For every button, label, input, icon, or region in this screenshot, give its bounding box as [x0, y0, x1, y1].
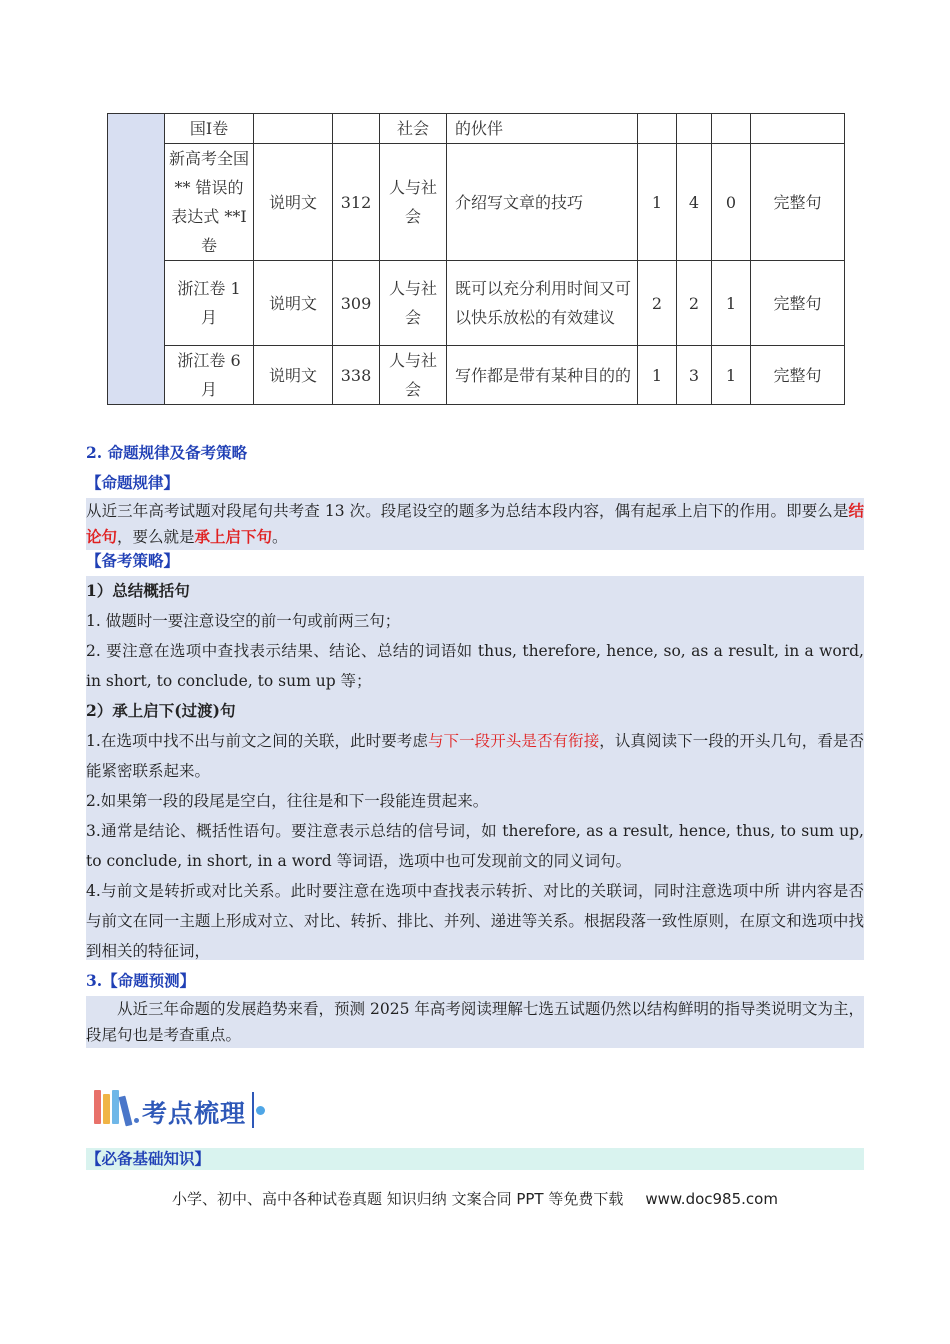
count-cell	[638, 114, 677, 144]
word-count-cell: 338	[333, 346, 380, 405]
section-heading-rules: 2. 命题规律及备考策略	[86, 443, 248, 462]
strategy-item: 2.如果第一段的段尾是空白，往往是和下一段能连贯起来。	[86, 792, 489, 810]
word-count-cell: 312	[333, 144, 380, 261]
exam-name-cell: 国I卷	[165, 114, 254, 144]
word-count-cell	[333, 114, 380, 144]
theme-cell: 人与社会	[380, 144, 447, 261]
strategy-item: 1. 做题时一要注意设空的前一句或前两三句；	[86, 612, 401, 630]
page-footer	[0, 1188, 950, 1209]
table-row	[108, 261, 845, 346]
content-cell: 既可以充分利用时间又可以快乐放松的有效建议	[447, 261, 638, 346]
exam-name-cell: 浙江卷 1 月	[165, 261, 254, 346]
rule-title: 【命题规律】	[86, 473, 180, 492]
count-cell: 1	[638, 346, 677, 405]
strategy-text: 1.在选项中找不出与前文之间的关联，此时要考虑	[86, 732, 428, 750]
year-column-cell	[108, 114, 165, 405]
text-type-cell: 说明文	[254, 261, 333, 346]
strategy-subtitle: 2）承上启下(过渡)句	[86, 701, 236, 720]
count-cell: 2	[677, 261, 712, 346]
basic-knowledge-title: 【必备基础知识】	[86, 1148, 864, 1170]
strategy-highlight: 与下一段开头是否有衔接	[427, 732, 600, 750]
strategy-item	[86, 726, 864, 786]
exam-stats-table	[107, 113, 845, 405]
count-cell: 4	[677, 144, 712, 261]
text-type-cell: 说明文	[254, 346, 333, 405]
table-row	[108, 114, 845, 144]
strategy-item: 4.与前文是转折或对比关系。此时要注意在选项中查找表示转折、对比的关联词，同时注意选项中所 讲内容是否与前文在同一主题上形成对立、对比、转折、排比、并列、递进等关系。根据段落一致性原则，在原文和选项中找到相关的特征词，	[86, 882, 864, 960]
rule-highlight: 承上启下句	[194, 527, 273, 546]
rule-text: ，要么就是	[117, 528, 195, 546]
sentence-kind-cell: 完整句	[751, 144, 845, 261]
sentence-kind-cell	[751, 114, 845, 144]
text-type-cell	[254, 114, 333, 144]
rule-text: 。	[272, 528, 288, 546]
title-dot	[256, 1106, 265, 1115]
content-cell: 写作都是带有某种目的的	[447, 346, 638, 405]
rule-highlight: 结论句	[86, 501, 864, 546]
count-cell	[677, 114, 712, 144]
content-cell: 的伙伴	[447, 114, 638, 144]
table-row	[108, 144, 845, 261]
kaodian-heading	[94, 1086, 284, 1134]
theme-cell: 人与社会	[380, 261, 447, 346]
theme-cell: 人与社会	[380, 346, 447, 405]
strategy-title: 【备考策略】	[86, 551, 180, 570]
count-cell: 1	[712, 346, 751, 405]
rule-paragraph	[86, 498, 864, 550]
strategy-item: 3.通常是结论、概括性语句。要注意表示总结的信号词，如 therefore, as a result, hence, thus, to sum up, to conclude, in short, in a word 等词语，选项中也可发现前文的同义词句。	[86, 822, 864, 870]
strategy-subtitle: 1）总结概括句	[86, 581, 190, 600]
forecast-paragraph: 从近三年命题的发展趋势来看，预测 2025 年高考阅读理解七选五试题仍然以结构鲜明的指导类说明文为主，段尾句也是考查重点。	[86, 996, 864, 1048]
title-bar	[252, 1092, 254, 1128]
count-cell: 3	[677, 346, 712, 405]
footer-text: 小学、初中、高中各种试卷真题 知识归纳 文案合同 PPT 等免费下载	[172, 1190, 624, 1208]
sentence-kind-cell: 完整句	[751, 261, 845, 346]
count-cell: 0	[712, 144, 751, 261]
rule-text: 从近三年高考试题对段尾句共考查 13 次。段尾设空的题多为总结本段内容，偶有起承上启下的作用。即要么是	[86, 502, 849, 520]
strategy-item: 2. 要注意在选项中查找表示结果、结论、总结的词语如 thus, therefore, hence, so, as a result, in a word, in short, to conclude, to sum up 等；	[86, 642, 864, 690]
section-heading-forecast: 3.【命题预测】	[86, 971, 196, 990]
strategy-block	[86, 576, 864, 960]
table-row	[108, 346, 845, 405]
exam-name-cell: 浙江卷 6 月	[165, 346, 254, 405]
count-cell: 1	[638, 144, 677, 261]
footer-site: www.doc985.com	[645, 1190, 778, 1208]
text-type-cell: 说明文	[254, 144, 333, 261]
theme-cell: 社会	[380, 114, 447, 144]
strategy-text: ，认真阅读下一段的开头几句，看是否能紧密联系起来。	[86, 732, 864, 780]
content-cell: 介绍写文章的技巧	[447, 144, 638, 261]
count-cell	[712, 114, 751, 144]
count-cell: 2	[638, 261, 677, 346]
kaodian-title: 考点梳理	[142, 1099, 247, 1128]
exam-name-cell: 新高考全国** 错误的表达式 **I 卷	[165, 144, 254, 261]
count-cell: 1	[712, 261, 751, 346]
sentence-kind-cell: 完整句	[751, 346, 845, 405]
word-count-cell: 309	[333, 261, 380, 346]
